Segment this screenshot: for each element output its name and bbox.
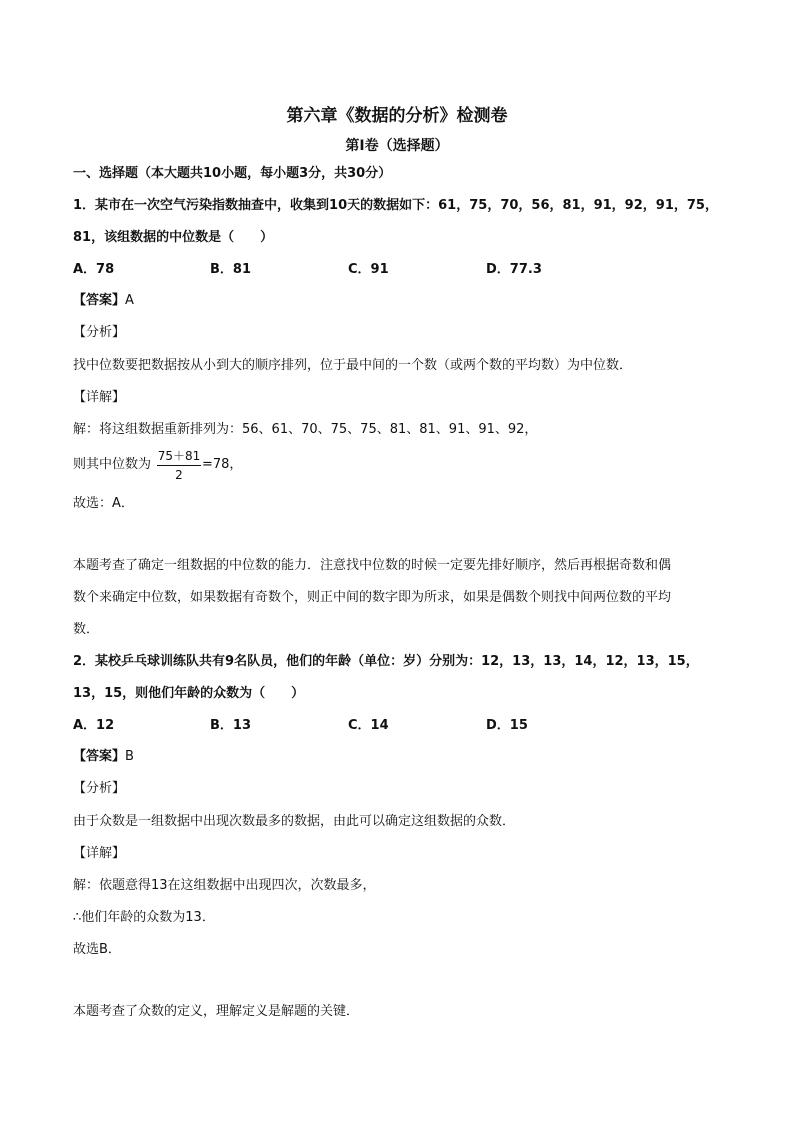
page-title: 第六章《数据的分析》检测卷 [286,106,508,126]
q1-comment-line3: 数． [73,622,100,637]
q1-answer-label: 【答案】 [73,293,126,308]
q2-option-d: D．15 [486,718,528,733]
q1-option-c: C．91 [348,262,389,277]
q1-detail-line2-suffix: =78， [202,457,243,472]
section-heading: 一、选择题（本大题共10小题，每小题3分，共30分） [73,166,392,181]
q2-answer-label: 【答案】 [73,749,126,764]
q1-stem-line2: 81，该组数据的中位数是（ ） [73,230,274,245]
q1-detail-label: 【详解】 [73,390,126,405]
q2-option-b: B．13 [210,718,251,733]
q1-detail-line2-prefix: 则其中位数为 [73,457,152,472]
q1-analysis-label: 【分析】 [73,325,126,340]
q1-answer-value: A [125,293,134,308]
q1-analysis-text: 找中位数要把数据按从小到大的顺序排列，位于最中间的一个数（或两个数的平均数）为中位数． [73,358,633,373]
q2-comment: 本题考查了众数的定义，理解定义是解题的关键． [73,1004,360,1019]
q2-detail-line2: ∴他们年龄的众数为13． [73,910,215,925]
q2-detail-line1: 解：依题意得13在这组数据中出现四次，次数最多， [73,878,376,893]
q2-answer-value: B [125,749,134,764]
q1-stem-line1: 1．某市在一次空气污染指数抽查中，收集到10天的数据如下：61，75，70，56，81，91，92，91，75， [73,198,718,213]
q2-answer-row [73,748,134,766]
q1-option-a: A．78 [73,262,115,277]
q2-option-a: A．12 [73,718,115,733]
q2-detail-label: 【详解】 [73,846,126,861]
q1-choose: 故选：A． [73,496,134,511]
q2-analysis-label: 【分析】 [73,781,126,796]
fraction-bar [157,465,201,466]
q2-stem-line2: 13，15，则他们年龄的众数为（ ） [73,686,305,701]
fraction-numerator: 75＋81 [157,449,201,463]
page-subtitle: 第Ⅰ卷（选择题） [345,138,449,154]
q1-comment-line1: 本题考查了确定一组数据的中位数的能力．注意找中位数的时候一定要先排好顺序，然后再根据奇数和偶 [73,558,672,573]
q2-analysis-text: 由于众数是一组数据中出现次数最多的数据，由此可以确定这组数据的众数． [73,814,516,829]
q1-option-d: D．77.3 [486,262,542,277]
q2-choose: 故选B． [73,942,121,957]
median-fraction [157,449,201,482]
q1-comment-line2: 数个来确定中位数，如果数据有奇数个，则正中间的数字即为所求，如果是偶数个则找中间两位数的平均 [73,590,672,605]
q1-answer-row [73,292,134,310]
fraction-denominator: 2 [175,468,183,482]
q1-detail-line1: 解：将这组数据重新排列为：56、61、70、75、75、81、81、91、91、92， [73,422,538,437]
q2-stem-line1: 2．某校乒乓球训练队共有9名队员，他们的年龄（单位：岁）分别为：12，13，13，14，12，13，15， [73,654,699,669]
q2-option-c: C．14 [348,718,389,733]
q1-option-b: B．81 [210,262,251,277]
